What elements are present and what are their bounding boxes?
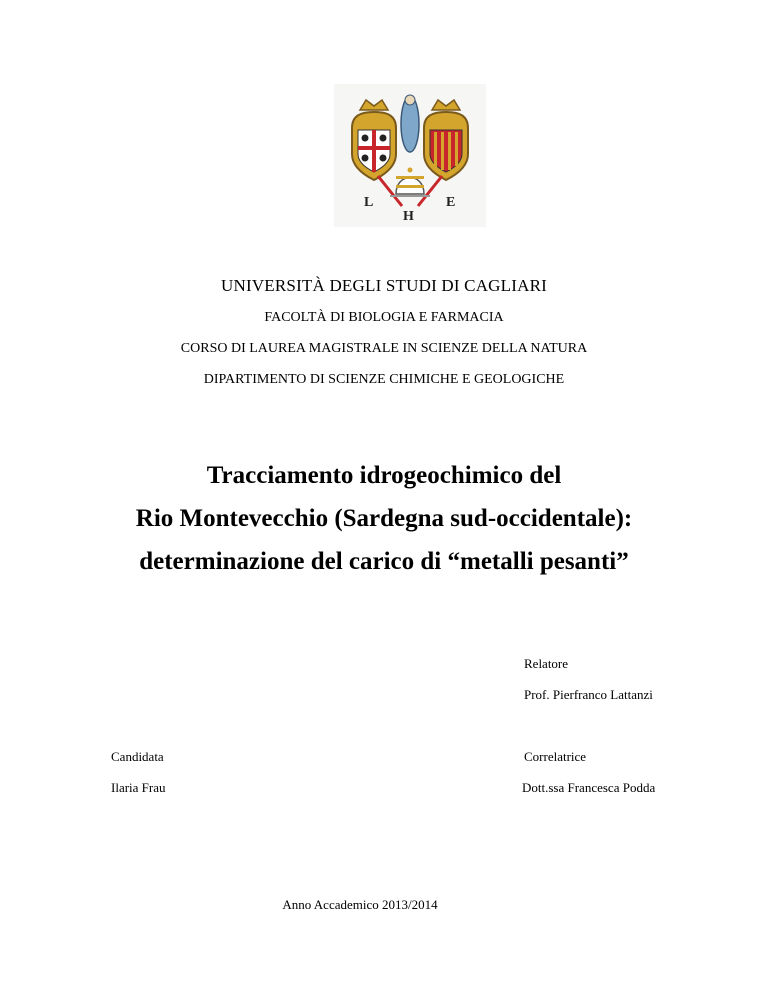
faculty-name: FACOLTÀ DI BIOLOGIA E FARMACIA [264,310,504,325]
svg-text:H: H [403,209,414,224]
course-name: CORSO DI LAUREA MAGISTRALE IN SCIENZE DELLA NATURA [180,341,588,356]
correlatrice-name: Dott.ssa Francesca Podda [522,780,656,795]
department-name: DIPARTIMENTO DI SCIENZE CHIMICHE E GEOLOGICHE [203,372,565,387]
academic-year: Anno Accademico 2013/2014 [282,897,438,912]
candidata-name: Ilaria Frau [111,780,166,795]
university-name: UNIVERSITÀ DEGLI STUDI DI CAGLIARI [221,276,547,295]
candidata-label: Candidata [111,749,164,764]
svg-text:L: L [364,195,374,210]
svg-text:E: E [446,195,456,210]
relatore-name: Prof. Pierfranco Lattanzi [524,687,653,702]
correlatrice-label: Correlatrice [524,749,587,764]
university-coat-of-arms-icon [334,84,486,227]
relatore-label: Relatore [524,656,569,671]
thesis-title-line-2: Rio Montevecchio (Sardegna sud-occidentale): [135,505,633,532]
thesis-title-line-1: Tracciamento idrogeochimico del [206,462,562,489]
thesis-title-line-3: determinazione del carico di “metalli pesanti” [139,548,629,575]
